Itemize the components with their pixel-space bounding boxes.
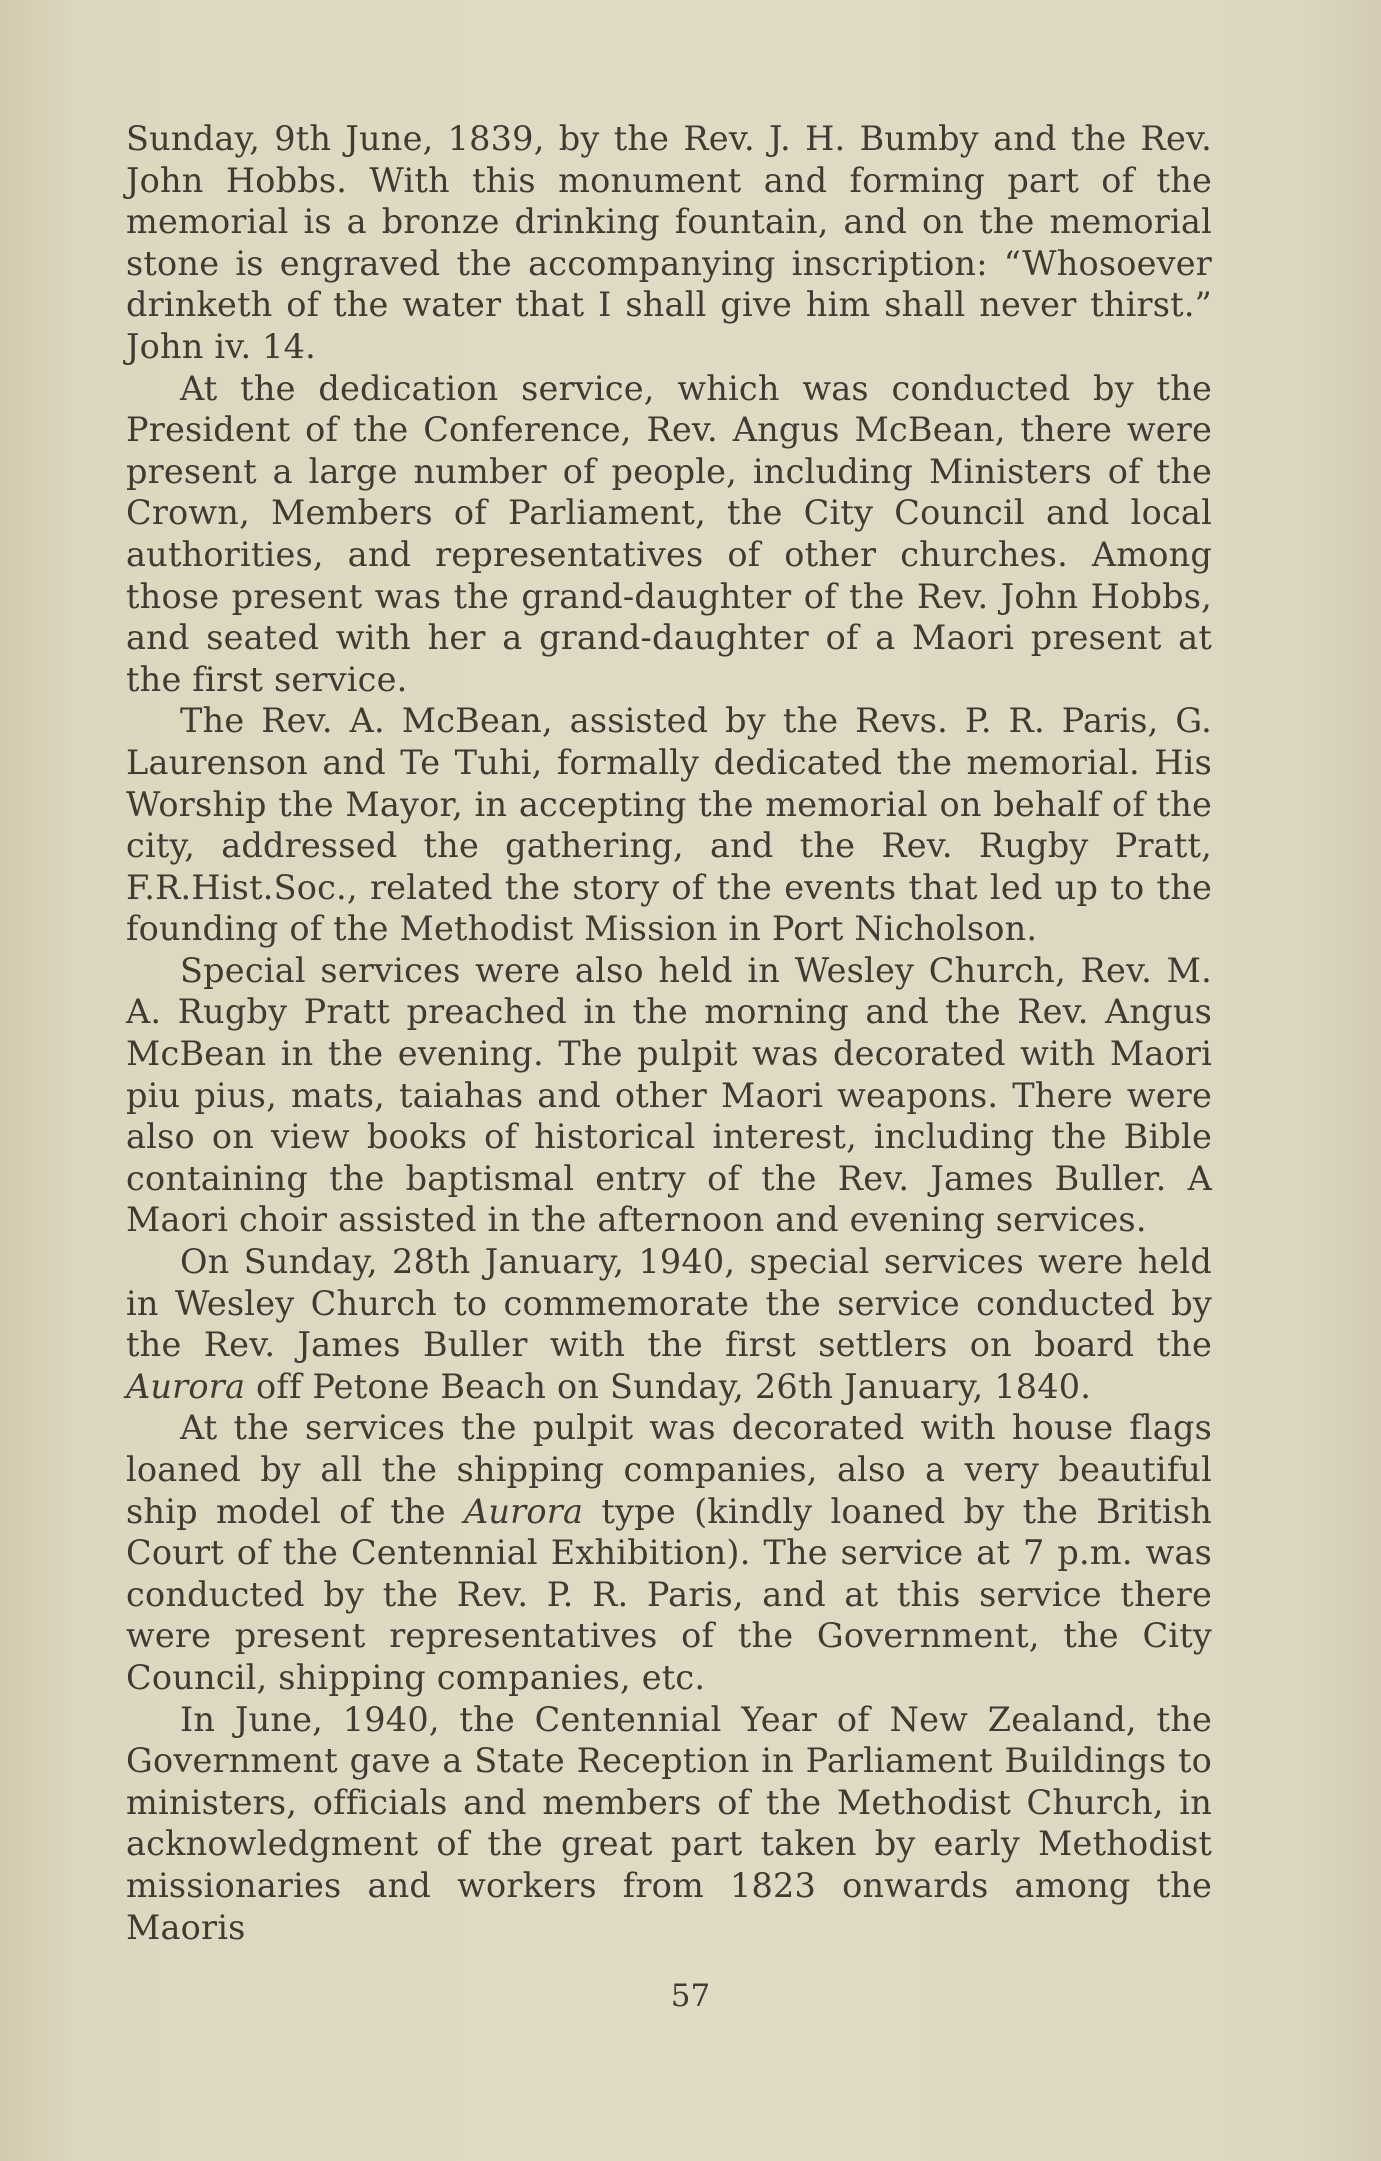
paragraph-5: On Sunday, 28th January, 1940, special services were held in Wesley Church to commemorate the service conducted by the Rev. James Buller with the first settlers on board the Aurora off Petone Beach on Sunday, 26th January, 1840. <box>126 1242 1212 1406</box>
paragraph-4: Special services were also held in Wesley Church, Rev. M. A. Rugby Pratt preached in the morning and the Rev. Angus McBean in the evening. The pulpit was decorated with Maori piu pius, mats, taiahas and other Maori weapons. There were also on view books of historical interest, including the Bible containing the baptismal entry of the Rev. James Buller. A Maori choir assisted in the afternoon and evening services. <box>126 950 1212 1240</box>
paragraph-1: Sunday, 9th June, 1839, by the Rev. J. H. Bumby and the Rev. John Hobbs. With this monument and forming part of the memorial is a bronze drinking fountain, and on the memorial stone is engraved the accompanying inscription: “Whosoever drinketh of the water that I shall give him shall never thirst.” John iv. 14. <box>126 119 1212 366</box>
ship-name-aurora: Aurora <box>126 1366 246 1406</box>
ship-name-aurora: Aurora <box>464 1491 584 1531</box>
body-text <box>126 118 1212 1948</box>
paragraph-2: At the dedication service, which was conducted by the President of the Conference, Rev. Angus McBean, there were present a large number of people, including Ministers of the Crown, Members of Parliament, the City Council and local authorities, and representatives of other churches. Among those present was the grand-daughter of the Rev. John Hobbs, and seated with her a grand-daughter of a Maori present at the first service. <box>126 368 1212 699</box>
paragraph-6: At the services the pulpit was decorated with house flags loaned by all the shipping companies, also a very beautiful ship model of the Aurora type (kindly loaned by the British Court of the Centennial Exhibition). The service at 7 p.m. was conducted by the Rev. P. R. Paris, and at this service there were present representatives of the Government, the City Council, shipping companies, etc. <box>126 1408 1212 1697</box>
paragraph-3: The Rev. A. McBean, assisted by the Revs. P. R. Paris, G. Laurenson and Te Tuhi, formally dedicated the memorial. His Worship the Mayor, in accepting the memorial on behalf of the city, addressed the gathering, and the Rev. Rugby Pratt, F.R.Hist.Soc., related the story of the events that led up to the founding of the Methodist Mission in Port Nicholson. <box>126 701 1212 949</box>
paragraph-7: In June, 1940, the Centennial Year of New Zealand, the Government gave a State Reception in Parliament Buildings to ministers, officials and members of the Methodist Church, in acknowledgment of the great part taken by early Methodist missionaries and workers from 1823 onwards among the Maoris <box>126 1699 1212 1947</box>
page-number: 57 <box>670 1978 711 2014</box>
